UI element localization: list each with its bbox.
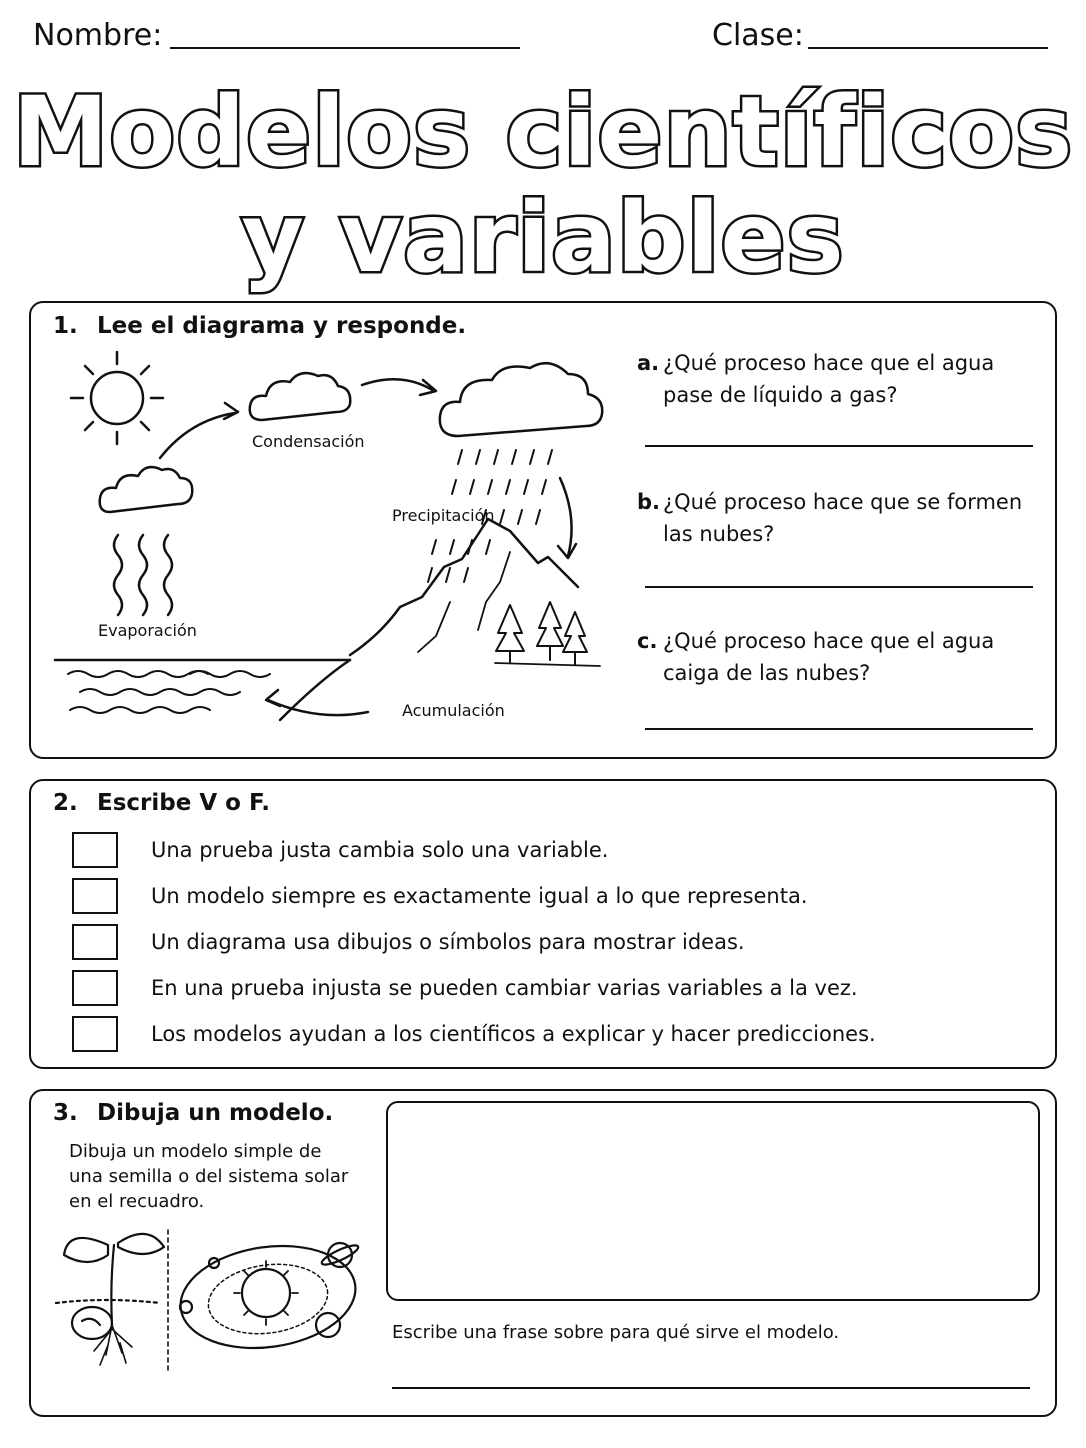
question-b-line1: ¿Qué proceso hace que se formen <box>663 490 1023 514</box>
label-evaporation: Evaporación <box>98 621 197 640</box>
section1-heading <box>53 313 466 339</box>
section1-title: Lee el diagrama y responde. <box>97 313 467 339</box>
vf-checkbox-3[interactable] <box>72 924 118 960</box>
section2-heading <box>53 790 270 816</box>
question-b-letter: b. <box>637 490 661 514</box>
vf-checkbox-5[interactable] <box>72 1016 118 1052</box>
question-a-line1: ¿Qué proceso hace que el agua <box>663 351 995 375</box>
vf-checkbox-1[interactable] <box>72 832 118 868</box>
name-label: Nombre: <box>33 18 163 53</box>
arrow-left-icon <box>268 700 368 715</box>
drawing-area[interactable] <box>386 1101 1040 1301</box>
answer-line-b[interactable] <box>645 586 1033 588</box>
class-label: Clase: <box>712 18 804 53</box>
question-c-line1: ¿Qué proceso hace que el agua <box>663 629 995 653</box>
vf-statement-3: Un diagrama usa dibujos o símbolos para mostrar ideas. <box>151 930 745 954</box>
water-cycle-diagram <box>40 340 620 740</box>
question-a-letter: a. <box>637 351 660 375</box>
vf-statement-2: Un modelo siempre es exactamente igual a lo que representa. <box>151 884 808 908</box>
sentence-answer-line[interactable] <box>392 1387 1030 1389</box>
section1-number: 1. <box>53 313 78 339</box>
question-c-letter: c. <box>637 629 658 653</box>
question-c-line2: caiga de las nubes? <box>663 661 871 685</box>
draw-instructions-line2: una semilla o del sistema solar <box>69 1166 349 1187</box>
question-b-line2: las nubes? <box>663 522 775 546</box>
section3-number: 3. <box>53 1100 78 1126</box>
sun-icon <box>71 352 163 444</box>
water-waves-icon <box>68 671 270 713</box>
vf-statement-4: En una prueba injusta se pueden cambiar varias variables a la vez. <box>151 976 858 1000</box>
label-condensation: Condensación <box>252 432 365 451</box>
vf-checkbox-2[interactable] <box>72 878 118 914</box>
label-accumulation: Acumulación <box>402 701 505 720</box>
draw-instructions-line1: Dibuja un modelo simple de <box>69 1141 322 1162</box>
vf-statement-5: Los modelos ayudan a los científicos a explicar y hacer predicciones. <box>151 1022 876 1046</box>
section3-title: Dibuja un modelo. <box>97 1100 334 1126</box>
condensation-cloud-icon <box>250 373 351 420</box>
draw-instructions-line3: en el recuadro. <box>69 1191 205 1212</box>
label-precipitation: Precipitación <box>392 506 495 525</box>
answer-line-a[interactable] <box>645 445 1033 447</box>
vf-statement-1: Una prueba justa cambia solo una variable. <box>151 838 609 862</box>
question-a-line2: pase de líquido a gas? <box>663 383 898 407</box>
question-b <box>637 486 1022 550</box>
evaporation-cloud-icon <box>100 467 193 512</box>
vf-checkbox-4[interactable] <box>72 970 118 1006</box>
class-input-line[interactable] <box>808 47 1048 49</box>
trees-icon <box>496 602 587 665</box>
page-title-line2: y variables <box>241 182 845 294</box>
arrow-down-icon <box>560 478 572 556</box>
seed-sprout-icon <box>56 1234 164 1365</box>
name-input-line[interactable] <box>170 47 520 49</box>
question-a <box>637 347 994 411</box>
solar-system-icon <box>174 1235 362 1359</box>
example-drawings <box>48 1225 378 1375</box>
evaporation-waves-icon <box>114 535 172 615</box>
question-c <box>637 625 994 689</box>
answer-line-c[interactable] <box>645 728 1033 730</box>
page-title-line1: Modelos científicos <box>12 76 1074 188</box>
section2-number: 2. <box>53 790 78 816</box>
draw-instructions <box>69 1139 348 1214</box>
sentence-prompt: Escribe una frase sobre para qué sirve el modelo. <box>392 1322 840 1343</box>
rain-cloud-icon <box>440 363 602 436</box>
section3-heading <box>53 1100 333 1126</box>
section2-title: Escribe V o F. <box>97 790 271 816</box>
